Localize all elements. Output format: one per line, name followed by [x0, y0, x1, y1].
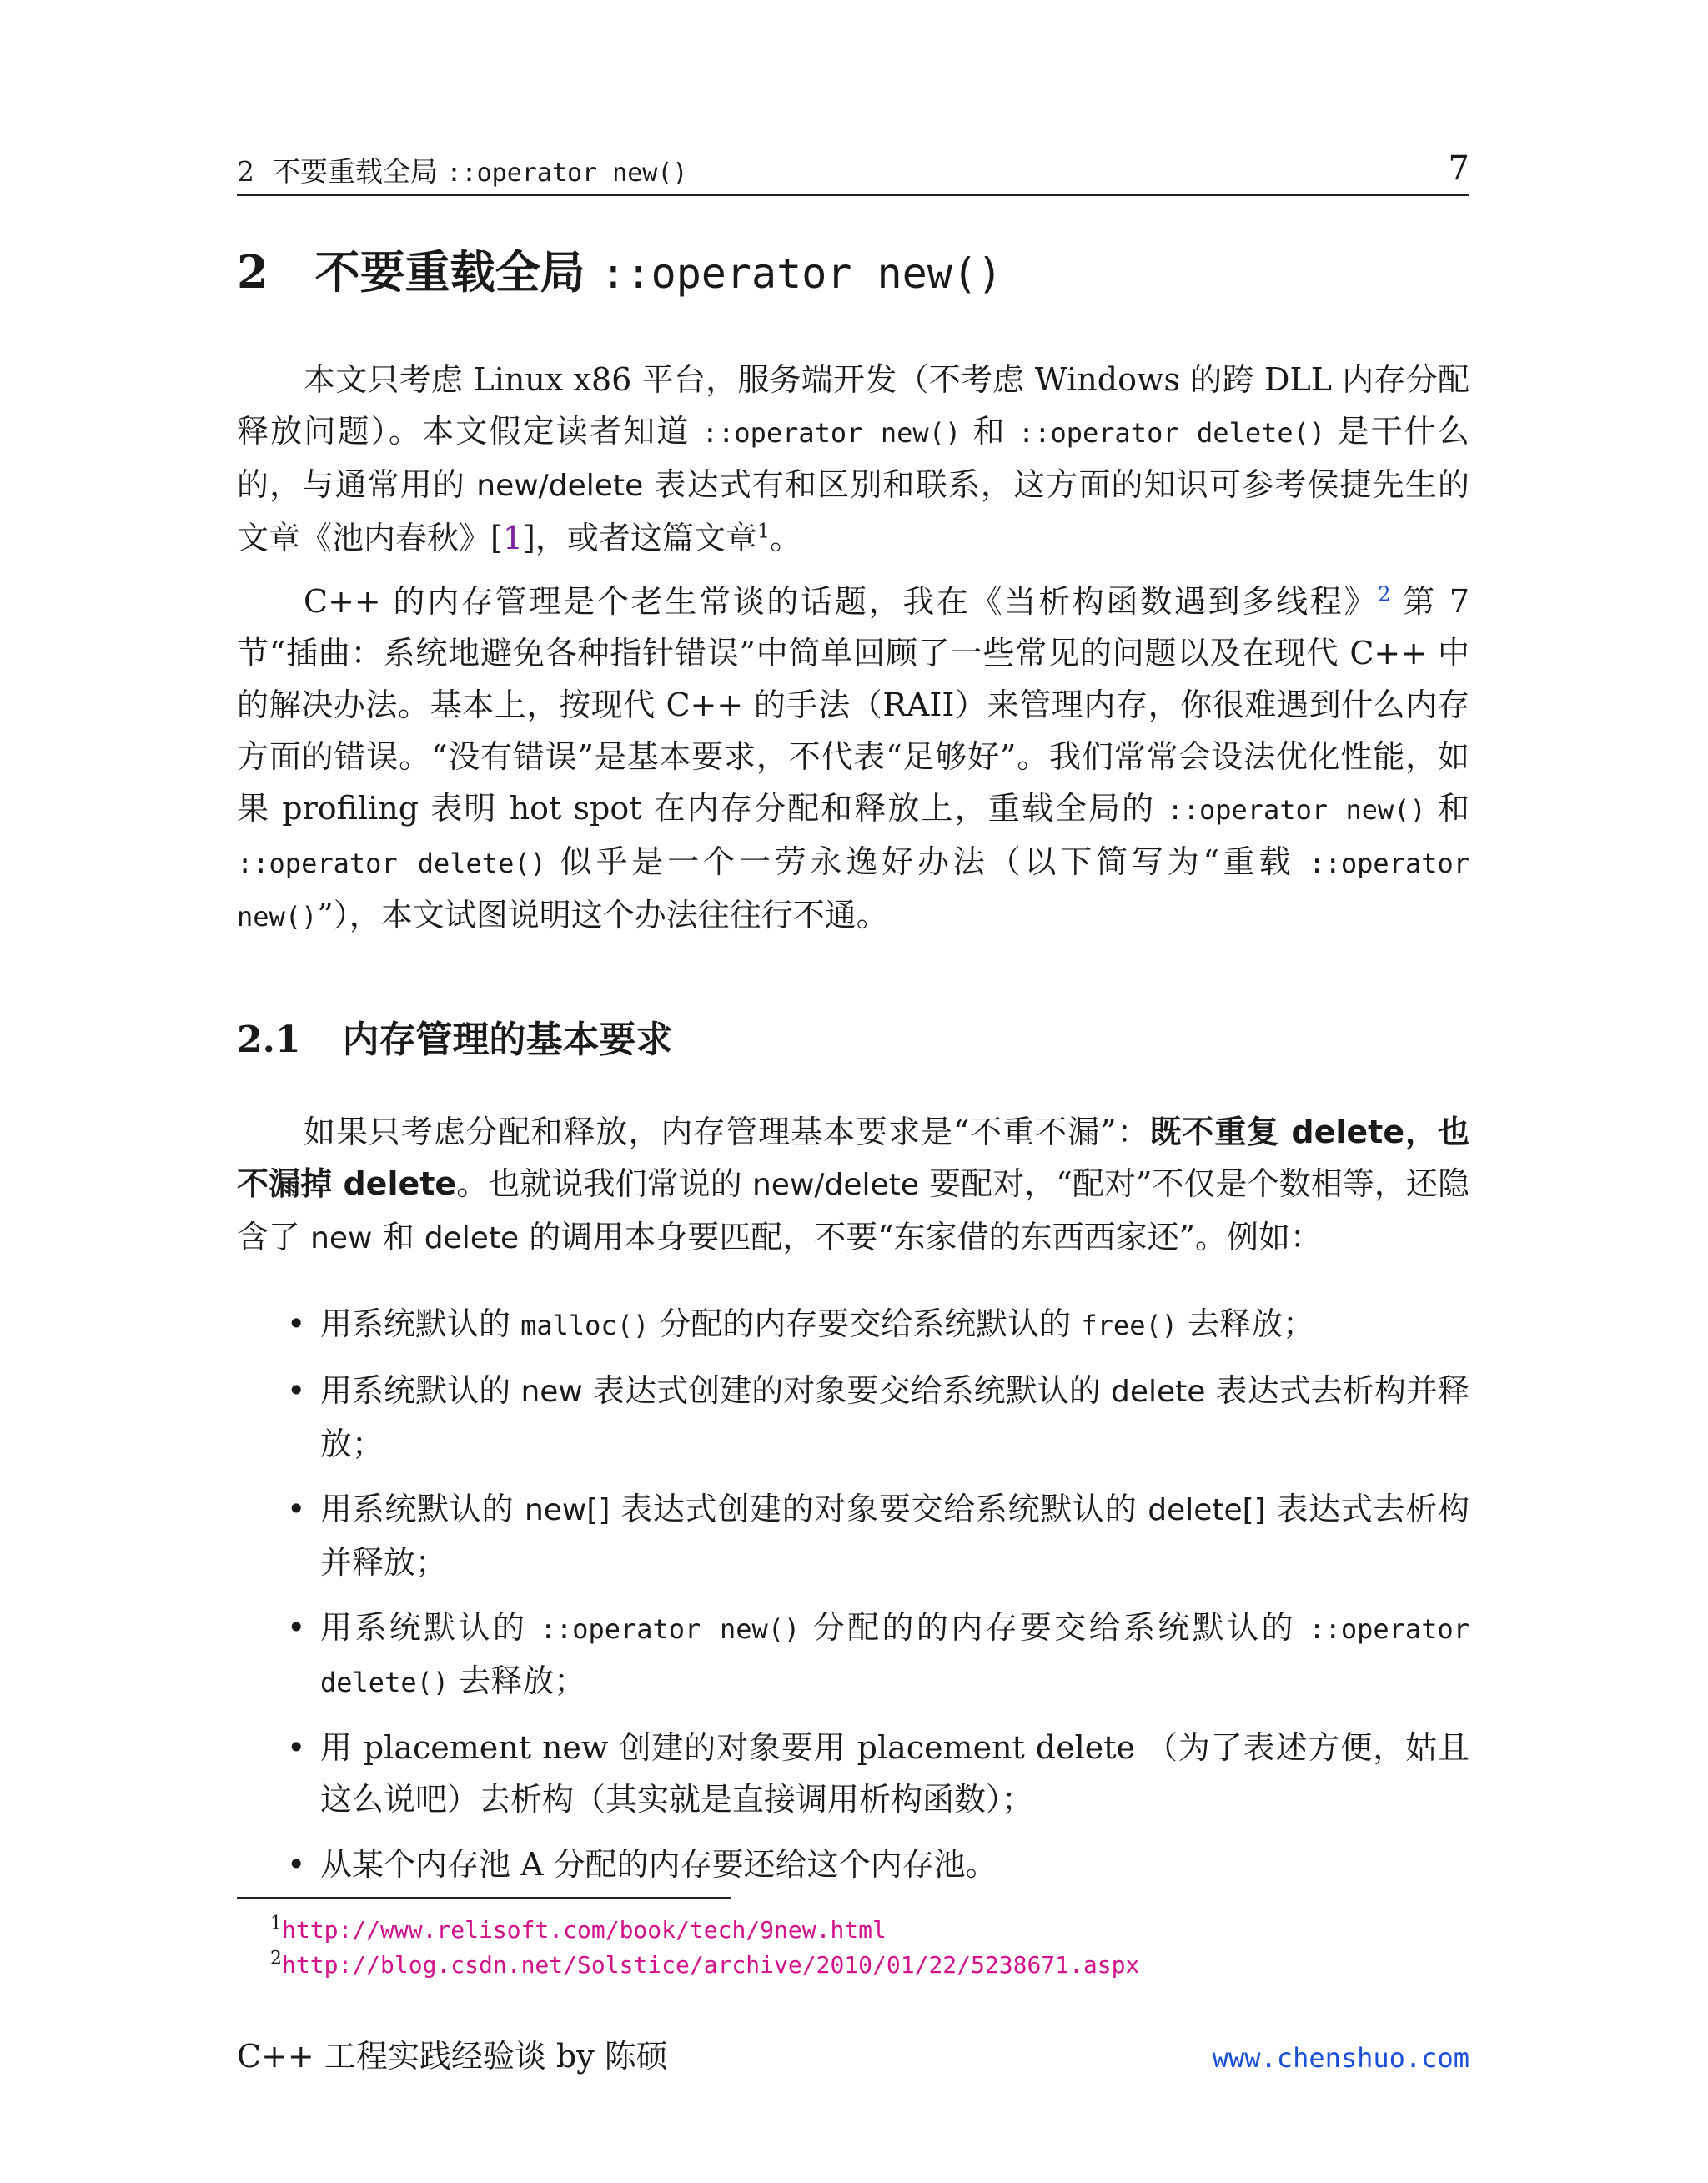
inline-keyword: delete[] — [1148, 1493, 1266, 1527]
footnote-link[interactable]: http://www.relisoft.com/book/tech/9new.html — [282, 1916, 887, 1944]
text-run: 用系统默认的 — [320, 1305, 521, 1342]
section-title-code: ::operator new() — [600, 249, 1003, 298]
inline-code: ::operator delete() — [320, 1613, 1469, 1698]
footnote-2 — [270, 1949, 1139, 1982]
text-run: 表达式创建的对象要交给系统默认的 — [610, 1491, 1148, 1527]
text-run: C++ 的内存管理是个老生常谈的话题，我在《当析构函数遇到多线程》 — [304, 583, 1379, 620]
list-item — [237, 1365, 1469, 1470]
inline-code: ::operator new() — [237, 848, 1470, 933]
text-run: 用系统默认的 — [320, 1609, 540, 1646]
subsection-title: 内存管理的基本要求 — [342, 1019, 673, 1061]
text-run: 用 placement new 创建的对象要用 placement delete （为了表述方便，姑且这么说吧）去析构（其实就是直接调用析构函数）； — [320, 1729, 1469, 1818]
text-run: 要配对，“配对”不仅是个数相等，还隐含了 — [237, 1165, 1469, 1255]
section-title-text: 不要重载全局 — [314, 246, 585, 299]
text-run: 去释放； — [1177, 1305, 1315, 1342]
inline-code: free() — [1081, 1310, 1178, 1341]
footnote-ref-2[interactable]: 2 — [1378, 582, 1391, 606]
inline-code: ::operator delete() — [237, 848, 546, 879]
text-run: 和 — [1425, 790, 1469, 827]
list-item — [237, 1298, 1469, 1351]
header-rule — [237, 194, 1469, 196]
text-run: 第 7 节“插曲：系统地避免各种指针错误”中简单回顾了一些常见的问题以及在现代 C++ 中的解决办法。基本上，按现代 C++ 的手法（RAII）来管理内存，你很难遇到什么内存方面的错误。“没有错误”是基本要求，不代表“足够好”。我们常常会设法优化性能，如果 profiling 表明 hot spot 在内存分配和释放上，重载全局的 — [237, 583, 1469, 827]
text-run: 。也就说我们常说的 — [456, 1165, 752, 1202]
list-item — [237, 1838, 1469, 1890]
text-run: 和 — [961, 413, 1018, 450]
bullet-icon: • — [287, 1609, 306, 1646]
footnote-mark: 2 — [270, 1948, 282, 1969]
footer-book-title: C++ 工程实践经验谈 by 陈硕 — [237, 2038, 668, 2075]
footnote-mark: 1 — [270, 1913, 282, 1934]
inline-code: ::operator new() — [701, 417, 962, 449]
text-run: 表达式有和区别和联系，这方面的知识可参考侯捷先生的文章《池内春秋》[ — [237, 466, 1469, 556]
bullet-icon: • — [287, 1729, 306, 1766]
bullet-icon: • — [287, 1305, 306, 1342]
footnote-link[interactable]: http://blog.csdn.net/Solstice/archive/2010/01/22/5238671.aspx — [282, 1951, 1140, 1979]
text-run: 分配的的内存要交给系统默认的 — [800, 1609, 1309, 1646]
inline-code: ::operator new() — [540, 1613, 801, 1645]
running-header-number: 2 — [237, 155, 254, 188]
subsection-number: 2.1 — [237, 1019, 301, 1061]
inline-keyword: new — [520, 1375, 583, 1409]
bullet-icon: • — [287, 1372, 306, 1409]
text-run: 是干什么的，与通常用的 — [237, 413, 1469, 503]
text-run: 如果只考虑分配和释放，内存管理基本要求是“不重不漏”： — [304, 1114, 1150, 1150]
inline-code: ::operator new() — [1167, 794, 1426, 826]
text-run: 表达式创建的对象要交给系统默认的 — [582, 1372, 1112, 1409]
footnote-1 — [270, 1914, 887, 1947]
page-number: 7 — [1448, 149, 1469, 188]
footnote-ref-1[interactable]: 1 — [756, 519, 771, 543]
bullet-icon: • — [287, 1491, 306, 1527]
running-header — [237, 149, 1469, 192]
intro-paragraph-1 — [237, 354, 1469, 564]
text-run: ”），本文试图说明这个办法往往行不通。 — [317, 897, 888, 933]
text-run: 从某个内存池 A 分配的内存要还给这个内存池。 — [320, 1846, 997, 1883]
text-run: 本文只考虑 Linux x86 平台，服务端开发（不考虑 Windows 的跨 DLL 内存分配释放问题）。本文假定读者知道 — [237, 361, 1469, 450]
text-run: 表达式去析构并释放； — [320, 1491, 1469, 1581]
list-item — [237, 1722, 1469, 1825]
text-run: 表达式去析构并释放； — [320, 1372, 1469, 1462]
section-number: 2 — [237, 245, 269, 299]
inline-keyword: delete — [1111, 1375, 1206, 1409]
text-run: 用系统默认的 — [320, 1491, 525, 1527]
text-run: 的调用本身要匹配，不要“东家借的东西西家还”。例如： — [519, 1219, 1323, 1255]
body-paragraph-1 — [237, 1106, 1469, 1265]
list-item — [237, 1483, 1469, 1588]
subsection-heading — [237, 1014, 673, 1066]
list-item — [237, 1602, 1469, 1708]
bullet-list — [237, 1298, 1469, 1904]
running-header-code: ::operator new() — [446, 158, 688, 188]
bold-emphasis: 既不重复 delete，也不漏掉 delete — [237, 1114, 1469, 1202]
text-run: 用系统默认的 — [320, 1372, 521, 1409]
inline-keyword: new — [310, 1221, 373, 1255]
text-run: 。 — [770, 520, 802, 556]
footnote-rule — [237, 1897, 731, 1899]
inline-keyword: new[] — [524, 1493, 610, 1527]
text-run: 似乎是一个一劳永逸好办法（以下简写为“重载 — [545, 843, 1309, 880]
footer-website-link[interactable]: www.chenshuo.com — [1212, 2042, 1469, 2074]
inline-keyword: delete — [424, 1221, 520, 1255]
inline-keyword: new/delete — [751, 1168, 919, 1202]
bullet-icon: • — [287, 1846, 306, 1883]
citation-link[interactable]: 1 — [502, 520, 524, 556]
section-heading — [237, 242, 1002, 304]
inline-keyword: new/delete — [476, 469, 644, 503]
running-header-title: 不要重载全局 — [273, 155, 438, 188]
inline-code: malloc() — [520, 1310, 650, 1341]
text-run: 和 — [372, 1219, 424, 1255]
text-run: ]，或者这篇文章 — [523, 520, 757, 556]
text-run: 分配的内存要交给系统默认的 — [649, 1305, 1082, 1342]
text-run: 去释放； — [449, 1662, 586, 1699]
inline-code: ::operator delete() — [1017, 417, 1326, 449]
intro-paragraph-2 — [237, 576, 1469, 943]
